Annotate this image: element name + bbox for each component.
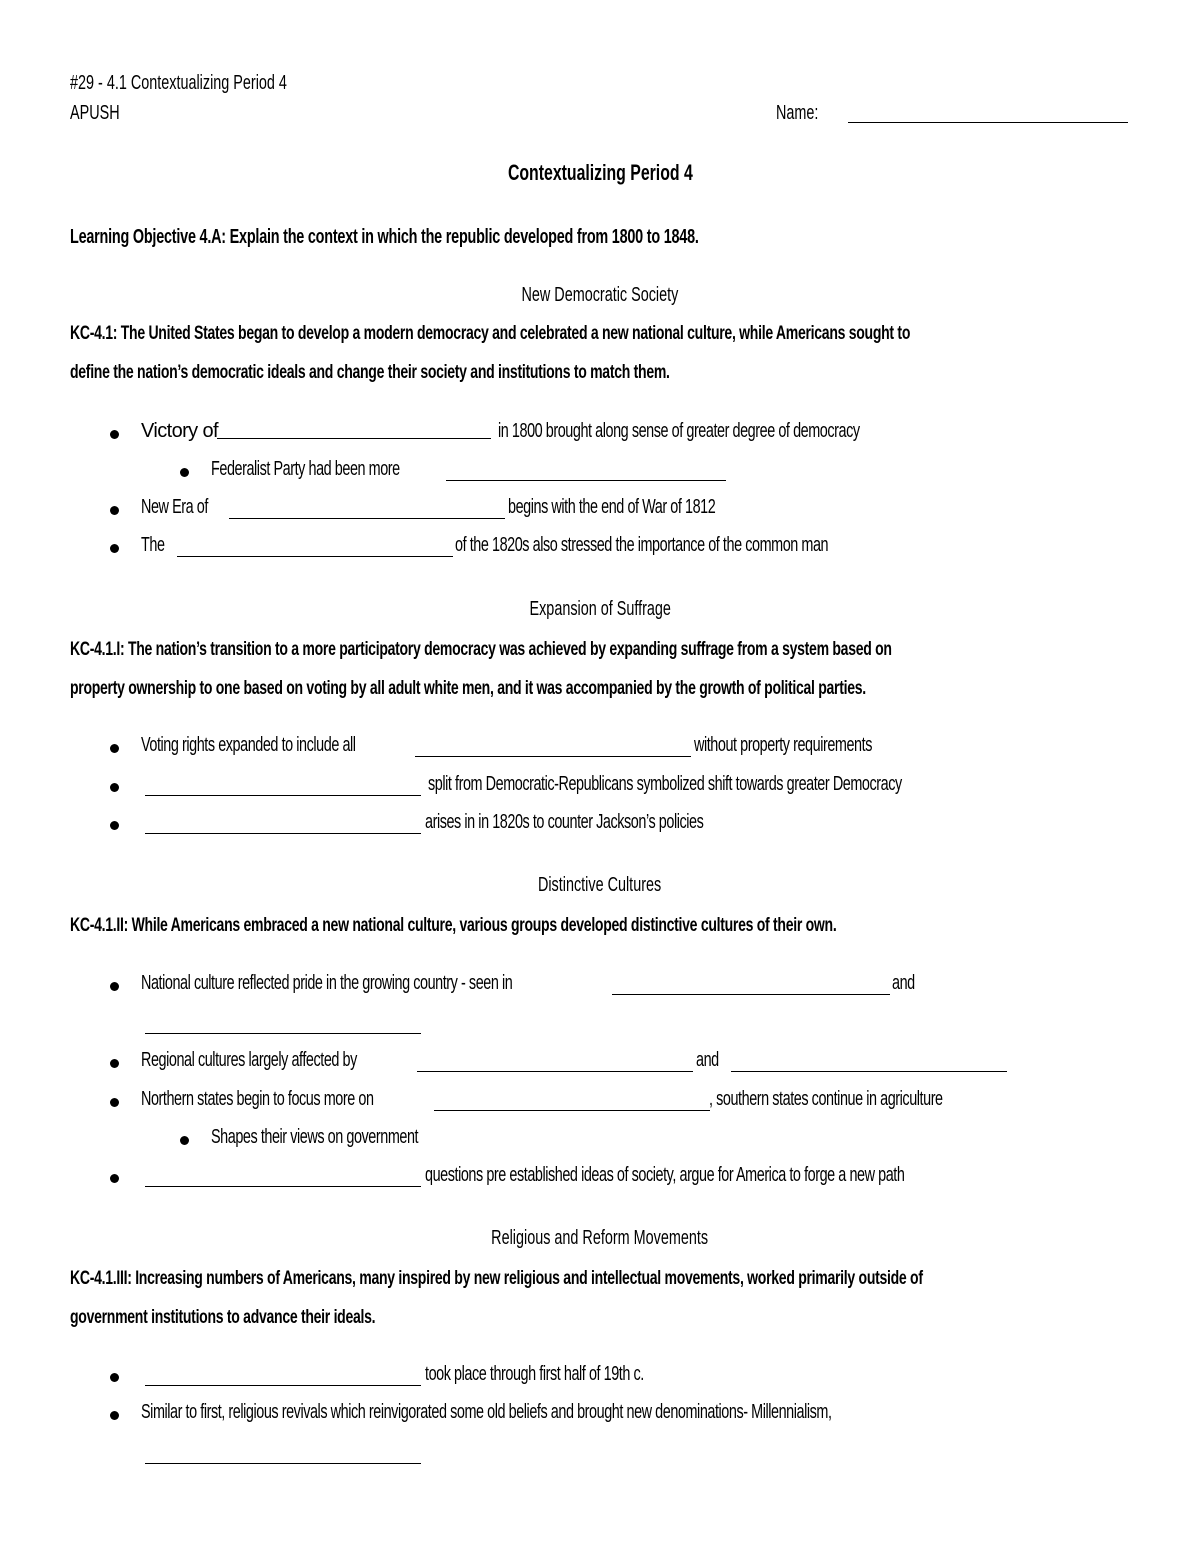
list-item: The <box>141 534 165 556</box>
list-item-after: , southern states continue in agriculture <box>709 1088 943 1110</box>
answer-blank[interactable] <box>145 777 421 796</box>
kc-4-1-i-line2: property ownership to one based on voting by all adult white men, and it was accompanied by the growth of political parties. <box>70 677 866 699</box>
list-item-after: in 1800 brought along sense of greater degree of democracy <box>498 420 860 442</box>
list-item-after: split from Democratic-Republicans symbolized shift towards greater Democracy <box>428 773 902 795</box>
answer-blank[interactable] <box>731 1053 1007 1072</box>
bullet-icon <box>110 1098 119 1107</box>
list-item: Voting rights expanded to include all <box>141 734 356 756</box>
section-heading-expansion-of-suffrage: Expansion of Suffrage <box>529 598 671 620</box>
bullet-icon <box>110 982 119 991</box>
kc-4-1-iii-line1: KC-4.1.III: Increasing numbers of Americans, many inspired by new religious and intellectual movements, worked primarily outside of <box>70 1267 923 1289</box>
list-item: National culture reflected pride in the growing country - seen in <box>141 972 513 994</box>
list-item: Shapes their views on government <box>211 1126 419 1148</box>
bullet-icon <box>110 1373 119 1382</box>
answer-blank[interactable] <box>446 462 726 481</box>
bullet-icon <box>110 744 119 753</box>
list-item-after: of the 1820s also stressed the importance of the common man <box>455 534 829 556</box>
answer-blank[interactable] <box>145 1015 421 1034</box>
doc-id-line: #29 - 4.1 Contextualizing Period 4 <box>70 72 287 94</box>
bullet-icon <box>110 1411 119 1420</box>
bullet-icon <box>110 544 119 553</box>
name-label: Name: <box>776 102 819 124</box>
list-item-after: took place through first half of 19th c. <box>425 1363 644 1385</box>
page-title: Contextualizing Period 4 <box>507 160 693 185</box>
answer-blank[interactable] <box>145 1367 421 1386</box>
answer-blank[interactable] <box>229 500 505 519</box>
list-item: Federalist Party had been more <box>211 458 400 480</box>
section-heading-distinctive-cultures: Distinctive Cultures <box>538 874 662 896</box>
kc-4-1-i-line1: KC-4.1.I: The nation’s transition to a more participatory democracy was achieved by expanding suffrage from a system based on <box>70 638 892 660</box>
bullet-icon <box>110 1059 119 1068</box>
list-item-mid: and <box>696 1049 719 1071</box>
bullet-icon <box>110 1174 119 1183</box>
answer-blank[interactable] <box>145 1445 421 1464</box>
course-label: APUSH <box>70 102 120 124</box>
answer-blank[interactable] <box>415 738 691 757</box>
list-item-after: arises in in 1820s to counter Jackson’s policies <box>425 811 704 833</box>
answer-blank[interactable] <box>177 538 453 557</box>
bullet-icon <box>110 506 119 515</box>
list-item-after: and <box>892 972 915 994</box>
list-item-after: without property requirements <box>694 734 872 756</box>
answer-blank[interactable] <box>145 1168 421 1187</box>
list-item: Similar to first, religious revivals which reinvigorated some old beliefs and brought new denominations- Millennialism, <box>141 1401 832 1423</box>
answer-blank[interactable] <box>434 1092 710 1111</box>
list-item-blank <box>217 420 491 439</box>
list-item: Regional cultures largely affected by <box>141 1049 357 1071</box>
name-field[interactable] <box>848 104 1128 123</box>
bullet-icon <box>110 430 119 439</box>
kc-4-1-iii-line2: government institutions to advance their ideals. <box>70 1306 376 1328</box>
kc-4-1-line1: KC-4.1: The United States began to develop a modern democracy and celebrated a new national culture, while Americans sought to <box>70 322 911 344</box>
bullet-icon <box>180 1136 189 1145</box>
kc-4-1-line2: define the nation’s democratic ideals and change their society and institutions to match them. <box>70 361 670 383</box>
bullet-icon <box>180 468 189 477</box>
section-heading-new-democratic-society: New Democratic Society <box>521 284 679 306</box>
list-item: Northern states begin to focus more on <box>141 1088 374 1110</box>
answer-blank[interactable] <box>145 815 421 834</box>
bullet-icon <box>110 783 119 792</box>
learning-objective: Learning Objective 4.A: Explain the context in which the republic developed from 1800 to 1848. <box>70 226 699 248</box>
list-item-after: begins with the end of War of 1812 <box>508 496 716 518</box>
section-heading-religious-reform: Religious and Reform Movements <box>491 1227 709 1249</box>
kc-4-1-ii: KC-4.1.II: While Americans embraced a new national culture, various groups developed distinctive cultures of their own. <box>70 914 837 936</box>
answer-blank[interactable] <box>417 1053 693 1072</box>
bullet-icon <box>110 821 119 830</box>
list-item-after: questions pre established ideas of society, argue for America to forge a new path <box>425 1164 905 1186</box>
answer-blank[interactable] <box>612 976 890 995</box>
list-item: Victory of <box>141 420 218 442</box>
answer-blank[interactable] <box>217 420 491 439</box>
list-item: New Era of <box>141 496 208 518</box>
